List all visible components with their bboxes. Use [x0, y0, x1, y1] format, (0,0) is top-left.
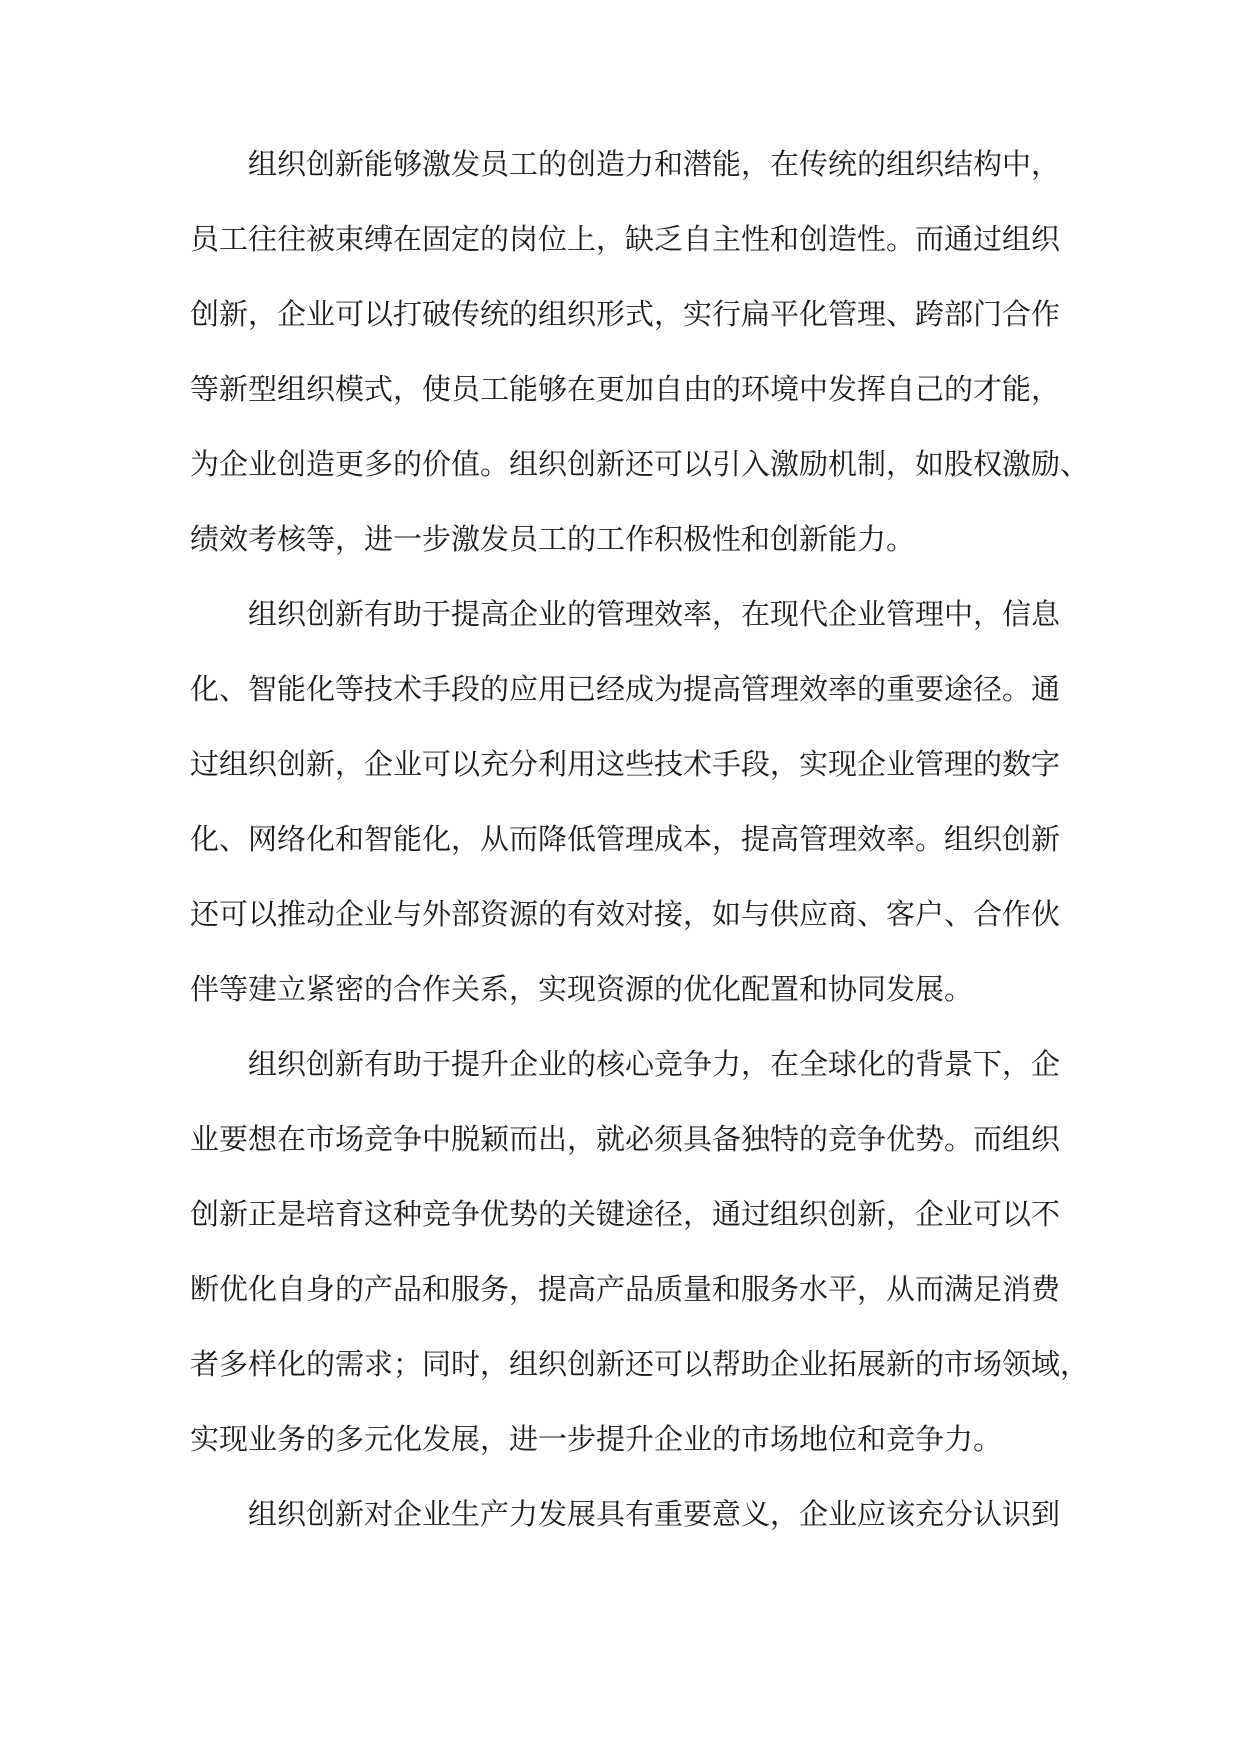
paragraph-2: [190, 597, 1061, 1048]
text-line: 组织创新有助于提高企业的管理效率，在现代企业管理中，信息: [248, 597, 1061, 631]
text-line: 创新正是培育这种竞争优势的关键途径，通过组织创新，企业可以不: [190, 1197, 1061, 1231]
text-line: 实现业务的多元化发展，进一步提升企业的市场地位和竞争力。: [190, 1422, 1003, 1456]
text-line: 组织创新有助于提升企业的核心竞争力，在全球化的背景下，企: [248, 1047, 1061, 1081]
document-body: [190, 147, 1090, 1573]
text-line: 还可以推动企业与外部资源的有效对接，如与供应商、客户、合作伙: [190, 897, 1061, 931]
text-line: 者多样化的需求；同时，组织创新还可以帮助企业拓展新的市场领域，: [190, 1347, 1090, 1381]
text-line: 化、智能化等技术手段的应用已经成为提高管理效率的重要途径。通: [190, 672, 1061, 706]
text-line: 业要想在市场竞争中脱颖而出，就必须具备独特的竞争优势。而组织: [190, 1122, 1061, 1156]
text-line: 等新型组织模式，使员工能够在更加自由的环境中发挥自己的才能，: [190, 372, 1061, 406]
paragraph-1: [190, 147, 1090, 598]
text-line: 绩效考核等，进一步激发员工的工作积极性和创新能力。: [190, 522, 916, 556]
text-line: 过组织创新，企业可以充分利用这些技术手段，实现企业管理的数字: [190, 747, 1061, 781]
paragraph-4: [190, 1497, 1061, 1573]
text-line: 组织创新能够激发员工的创造力和潜能，在传统的组织结构中，: [248, 147, 1061, 181]
paragraph-3: [190, 1047, 1090, 1498]
text-line: 化、网络化和智能化，从而降低管理成本，提高管理效率。组织创新: [190, 822, 1061, 856]
text-line: 为企业创造更多的价值。组织创新还可以引入激励机制，如股权激励、: [190, 447, 1090, 481]
text-line: 组织创新对企业生产力发展具有重要意义，企业应该充分认识到: [248, 1497, 1061, 1531]
text-line: 断优化自身的产品和服务，提高产品质量和服务水平，从而满足消费: [190, 1272, 1061, 1306]
text-line: 创新，企业可以打破传统的组织形式，实行扁平化管理、跨部门合作: [190, 297, 1061, 331]
text-line: 伴等建立紧密的合作关系，实现资源的优化配置和协同发展。: [190, 972, 974, 1006]
text-line: 员工往往被束缚在固定的岗位上，缺乏自主性和创造性。而通过组织: [190, 222, 1061, 256]
